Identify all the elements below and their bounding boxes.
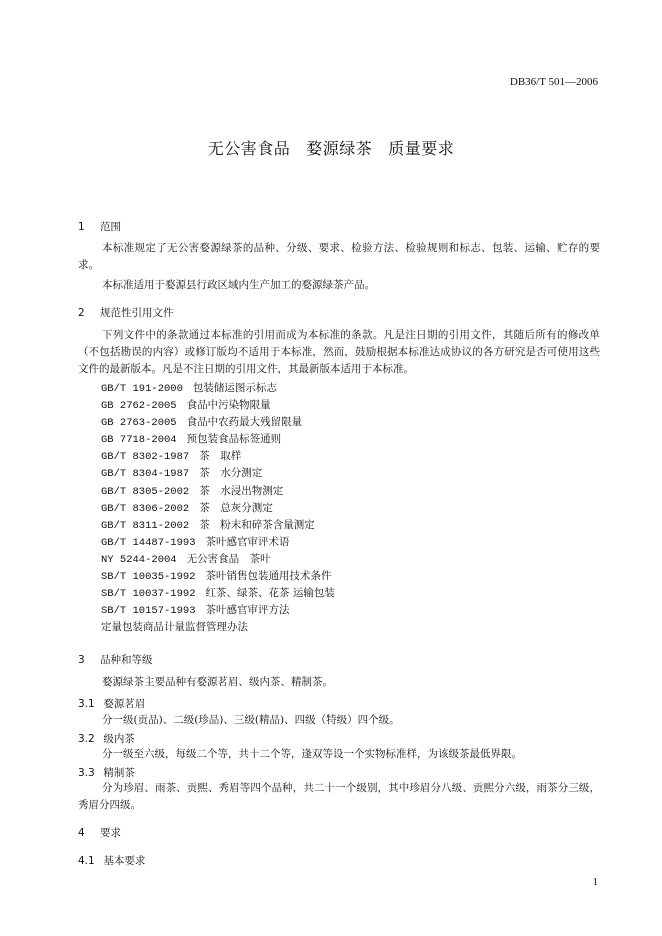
page-number: 1 [592, 876, 598, 888]
section-1-heading [78, 219, 121, 234]
list-item [101, 602, 335, 619]
reference-code: SB/T 10035-1992 [101, 571, 196, 584]
section-title: 品种和等级 [100, 654, 153, 666]
reference-title: 茶 水分测定 [199, 467, 263, 480]
section-2-paragraph-1: 下列文件中的条款通过本标准的引用而成为本标准的条款。凡是注日期的引用文件，其随后所有的修改单（不包括勘误的内容）或修订版均不适用于本标准，然而，鼓励根据本标准达成协议的各方研究是否可使用这些文件的最新版本。凡是不注日期的引用文件，其最新版本适用于本标准。 [78, 329, 600, 375]
reference-code: NY 5244-2004 [101, 553, 177, 566]
reference-title: 无公害食品 茶叶 [186, 552, 271, 565]
section-title: 要求 [100, 827, 121, 839]
reference-title: 茶叶销售包装通用技术条件 [205, 570, 332, 583]
reference-code: GB/T 14487-1993 [101, 536, 196, 549]
section-number: 4 [78, 827, 85, 839]
document-number: DB36/T 501—2006 [509, 76, 598, 88]
reference-list [101, 380, 335, 636]
reference-code: GB/T 8304-1987 [101, 468, 190, 481]
reference-title: 茶 水浸出物测定 [199, 484, 284, 497]
list-item [101, 431, 335, 448]
section-title: 精制茶 [103, 767, 135, 779]
section-title: 规范性引用文件 [100, 307, 174, 319]
reference-code: GB 2763-2005 [101, 417, 177, 430]
section-title: 婺源茗眉 [103, 698, 146, 710]
reference-title: 定量包装商品计量监督管理办法 [101, 621, 248, 634]
list-item [101, 414, 335, 431]
list-item [101, 585, 335, 602]
reference-title: 食品中农药最大残留限量 [186, 416, 303, 429]
list-item [101, 568, 335, 585]
section-number: 4.1 [78, 855, 95, 867]
section-number: 2 [78, 307, 85, 319]
section-4-heading [78, 825, 121, 840]
reference-title: 茶 取样 [199, 450, 242, 463]
reference-title: 食品中污染物限量 [186, 399, 271, 412]
section-number: 3.2 [78, 733, 95, 745]
reference-title: 包装储运图示标志 [192, 382, 277, 394]
section-number: 3.1 [78, 698, 95, 710]
section-1-paragraph-2: 本标准适用于婺源县行政区域内生产加工的婺源绿茶产品。 [102, 279, 375, 291]
section-3-2-heading [78, 731, 135, 746]
section-number: 1 [78, 221, 85, 233]
section-1-paragraph-1: 本标准规定了无公害婺源绿茶的品种、分级、要求、检验方法、检验规则和标志、包装、运输、贮存的要求。 [78, 242, 600, 271]
section-2-heading [78, 305, 174, 320]
reference-code: GB 7718-2004 [101, 434, 177, 447]
title-part-1: 无公害食品 [207, 139, 291, 158]
list-item [101, 448, 335, 465]
reference-title: 预包装食品标签通则 [186, 433, 282, 446]
list-item [101, 517, 335, 534]
section-3-paragraph-1: 婺源绿茶主要品种有婺源茗眉、级内茶、精制茶。 [102, 676, 333, 688]
list-item [101, 619, 335, 636]
document-title [0, 136, 662, 159]
reference-title: 茶叶感官审评术语 [205, 535, 290, 548]
section-3-1-text: 分一级(贡品)、二级(珍品)、三级(精品)、四级（特级）四个级。 [102, 714, 400, 726]
reference-title: 红茶、绿茶、花茶 运输包装 [205, 587, 335, 600]
reference-code: GB/T 8305-2002 [101, 485, 190, 498]
section-number: 3 [78, 654, 85, 666]
section-title: 基本要求 [103, 855, 146, 867]
section-4-1-heading [78, 853, 145, 868]
section-3-1-heading [78, 696, 145, 711]
section-3-3-heading [78, 765, 135, 780]
reference-code: GB/T 8302-1987 [101, 451, 190, 464]
section-3-2-text: 分一级至六级，每级二个等，共十二个等，逢双等设一个实物标准样，为该级茶最低界限。 [102, 748, 522, 760]
list-item [101, 397, 335, 414]
reference-code: SB/T 10037-1992 [101, 588, 196, 601]
list-item [101, 380, 335, 397]
list-item [101, 500, 335, 517]
reference-code: GB 2762-2005 [101, 400, 177, 413]
reference-code: GB/T 8306-2002 [101, 502, 190, 515]
reference-code: GB/T 8311-2002 [101, 519, 190, 532]
list-item [101, 551, 335, 568]
section-3-heading [78, 652, 153, 667]
list-item [101, 465, 335, 482]
title-part-3: 质量要求 [388, 139, 455, 158]
section-number: 3.3 [78, 767, 95, 779]
section-3-3-text: 分为珍眉、雨茶、贡熙、秀眉等四个品种，共二十一个级别，其中珍眉分八级、贡熙分六级，雨茶分三级，秀眉分四级。 [78, 782, 600, 811]
reference-code: GB/T 191-2000 [101, 383, 183, 395]
reference-title: 茶 总灰分测定 [199, 501, 273, 514]
list-item [101, 483, 335, 500]
reference-title: 茶叶感官审评方法 [205, 604, 290, 617]
reference-title: 茶 粉末和碎茶含量测定 [199, 518, 315, 531]
reference-code: SB/T 10157-1993 [101, 605, 196, 618]
section-title: 范围 [100, 221, 121, 233]
list-item [101, 534, 335, 551]
section-title: 级内茶 [103, 733, 135, 745]
title-part-2: 婺源绿茶 [306, 139, 373, 158]
